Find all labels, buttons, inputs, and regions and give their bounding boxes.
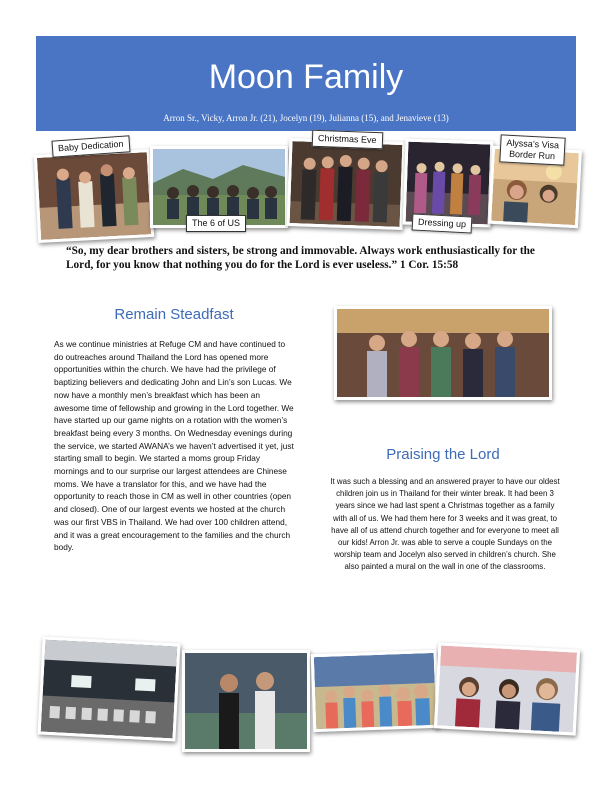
caption-six-of-us: The 6 of US [186, 215, 246, 232]
photo-children-group [311, 650, 440, 732]
caption-christmas-eve: Christmas Eve [312, 130, 383, 149]
page-title: Moon Family [208, 58, 404, 96]
section-body-remain-steadfast: As we continue ministries at Refuge CM and have continued to do outreaches around Thailand the Lord has opened more opportunities within the church. We have had the privilege of baptizing believers and dedicating John and Lin’s son Lucas. We now have a monthly men’s breakfast which has been an awesome time of fellowship and growing in the Lord together. We have started up our game nights on a rotation with the women’s breakfast being every 3 months. On Wednesday evenings during the service, we started AWANA’s we haven’t advertised it yet, just starting small to begin. We started a moms group Friday mornings and to our surprise our largest attendees are Chinese moms. We have a translator for this, and we have had the opportunity to reach those in CM as well in other countries (open and closed). One of our largest events we hosted at the church was our first VBS in Thailand. We had over 100 children attend, and it was a great encouragement to the families and the church body. [54, 339, 294, 553]
section-heading-praising-the-lord: Praising the Lord [386, 446, 500, 463]
caption-alyssa-visa [499, 134, 565, 165]
photo-selfie-group [434, 642, 580, 735]
caption-alyssa-line2: Border Run [508, 148, 556, 162]
photo-baby-dedication [34, 149, 154, 243]
section-body-praising-the-lord: It was such a blessing and an answered prayer to have our oldest children join us in Thailand for their winter break. It had been 3 years since we had last spent a Christmas together as a family with all of us. We had them here for 3 weeks and it was great, to have all of us attend church together and for everyone to meet all our kids! Arron Jr. was able to serve a couple Sundays on the worship team and Jocelyn also served in children’s church. She also painted a mural on the wall in one of the classrooms. [330, 477, 560, 572]
caption-alyssa-line1: Alyssa’s Visa [506, 137, 560, 151]
family-members-subtitle: Arron Sr., Vicky, Arron Jr. (21), Jocelyn (19), Julianna (15), and Jenavieve (13) [163, 113, 449, 123]
caption-baby-dedication: Baby Dedication [52, 135, 131, 157]
photo-vbs-event [38, 636, 181, 741]
photo-boys-badminton [182, 650, 310, 752]
scripture-quote: “So, my dear brothers and sisters, be strong and immovable. Always work enthusiastically for the Lord, for you know that nothing you do for the Lord is ever useless.” 1 Cor. 15:58 [66, 245, 535, 271]
photo-christmas-eve [286, 138, 405, 230]
header-banner [36, 36, 576, 131]
photo-family-group [334, 306, 552, 400]
section-heading-remain-steadfast: Remain Steadfast [114, 306, 234, 323]
caption-dressing-up: Dressing up [412, 213, 473, 233]
